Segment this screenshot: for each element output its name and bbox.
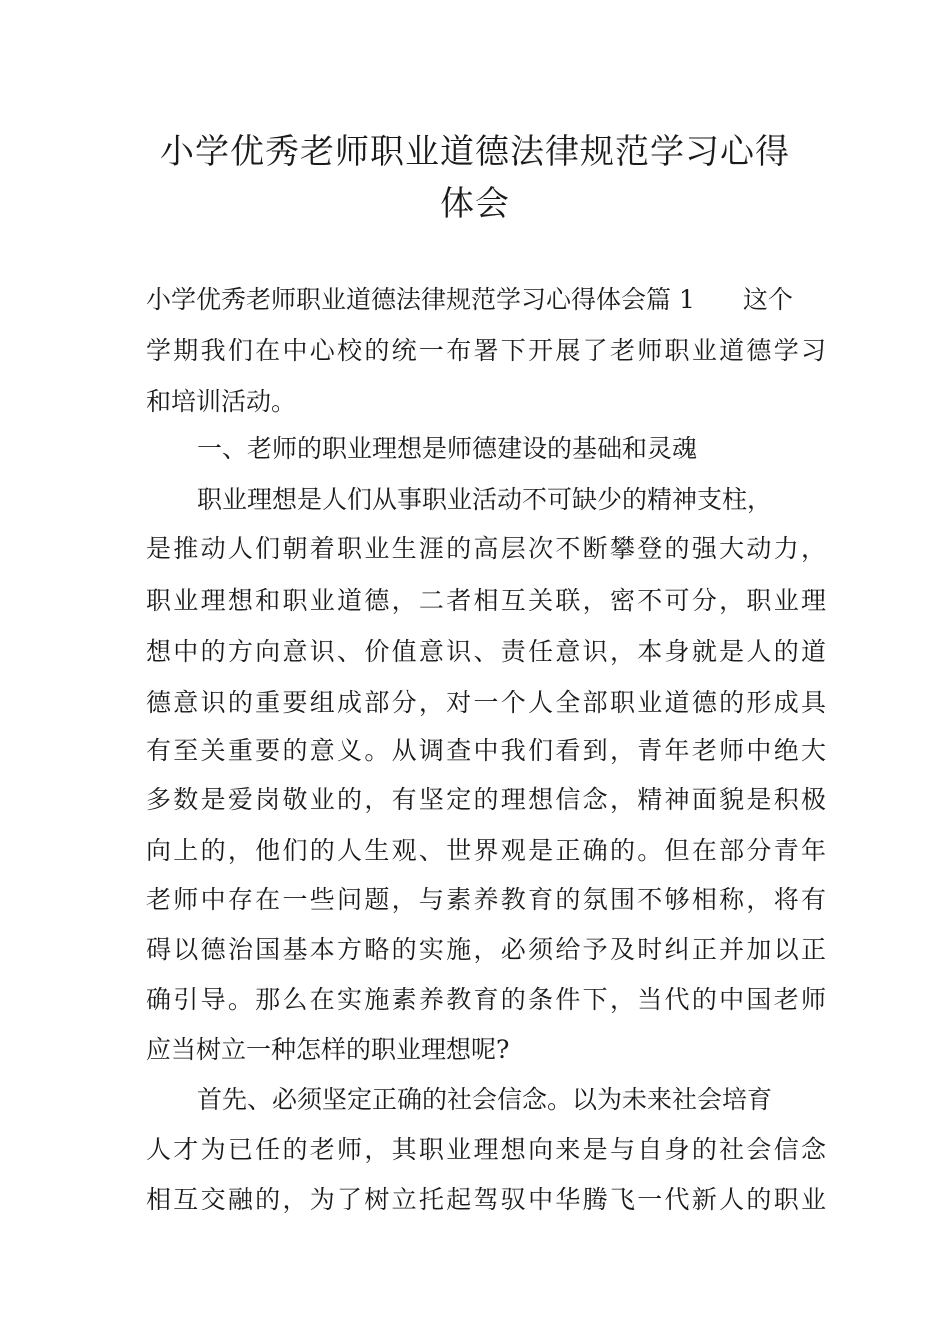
paragraph-line: 老师中存在一些问题，与素养教育的氛围不够相称，将有 <box>146 885 826 914</box>
paragraph-line: 和培训活动。 <box>146 387 297 416</box>
paragraph-line: 有至关重要的意义。从调查中我们看到，青年老师中绝大 <box>146 736 826 765</box>
paragraph-line: 首先、必须坚定正确的社会信念。以为未来社会培育 <box>197 1085 773 1114</box>
paragraph-line: 职业理想和职业道德，二者相互关联，密不可分，职业理 <box>146 586 826 615</box>
paragraph-line: 相互交融的，为了树立托起驾驭中华腾飞一代新人的职业 <box>146 1185 826 1214</box>
document-title-line-1: 小学优秀老师职业道德法律规范学习心得 <box>160 132 790 172</box>
paragraph-line: 职业理想是人们从事职业活动不可缺少的精神支柱， <box>197 485 773 514</box>
paragraph-line: 人才为已任的老师，其职业理想向来是与自身的社会信念 <box>146 1135 826 1164</box>
paragraph-line: 想中的方向意识、价值意识、责任意识，本身就是人的道 <box>146 637 826 666</box>
paragraph-line: 碍以德治国基本方略的实施，必须给予及时纠正并加以正 <box>146 935 826 964</box>
document-title-line-2: 体会 <box>440 184 510 224</box>
paragraph-line: 应当树立一种怎样的职业理想呢? <box>146 1035 510 1064</box>
paragraph-line: 向上的，他们的人生观、世界观是正确的。但在部分青年 <box>146 836 826 865</box>
paragraph-line: 学期我们在中心校的统一布署下开展了老师职业道德学习 <box>146 336 826 365</box>
paragraph-line: 多数是爱岗敬业的，有坚定的理想信念，精神面貌是积极 <box>146 785 826 814</box>
section-heading: 小学优秀老师职业道德法律规范学习心得体会篇 1 <box>146 285 695 314</box>
section-heading-line <box>146 282 826 318</box>
paragraph-line: 是推动人们朝着职业生涯的高层次不断攀登的强大动力， <box>146 534 826 563</box>
paragraph-start: 这个 <box>742 285 793 314</box>
paragraph-line: 德意识的重要组成部分，对一个人全部职业道德的形成具 <box>146 688 826 717</box>
subheading-line: 一、老师的职业理想是师德建设的基础和灵魂 <box>197 434 698 463</box>
paragraph-line: 确引导。那么在实施素养教育的条件下，当代的中国老师 <box>146 985 826 1014</box>
